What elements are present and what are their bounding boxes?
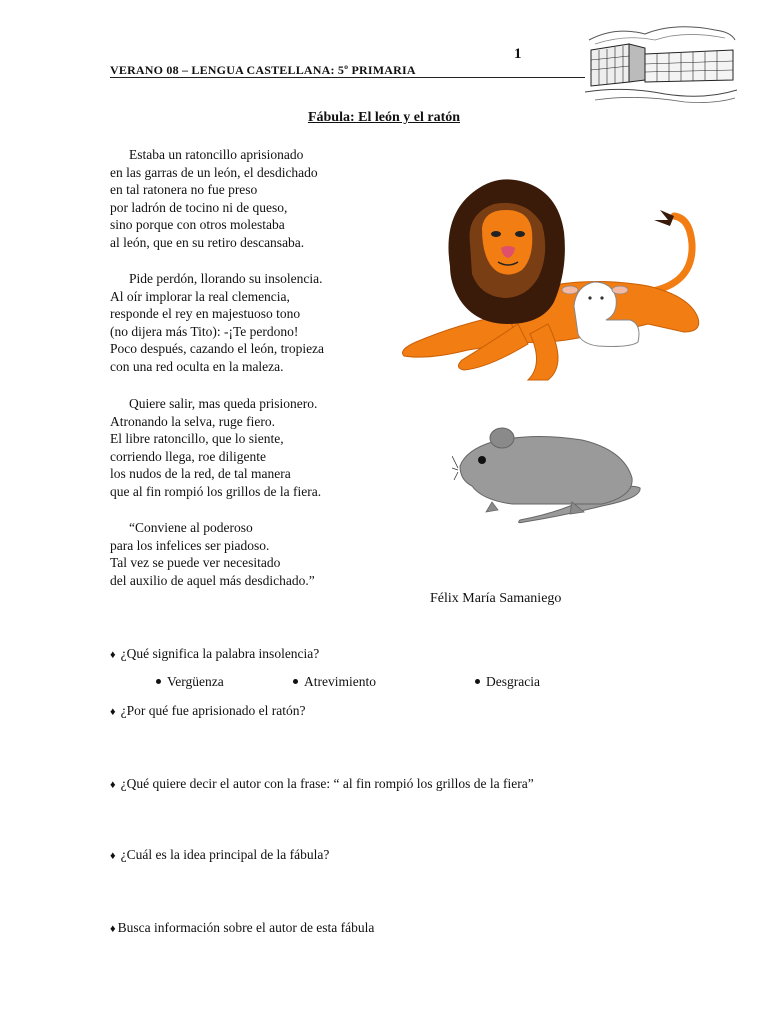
verse-line: Al oír implorar la real clemencia, <box>110 288 290 304</box>
question-2 <box>110 703 305 719</box>
header-title: VERANO 08 – LENGUA CASTELLANA: 5º PRIMARIA <box>110 63 416 77</box>
option-1 <box>156 674 224 690</box>
verse-line: Atronando la selva, ruge fiero. <box>110 413 275 429</box>
verse-line: sino porque con otros molestaba <box>110 217 285 233</box>
diamond-bullet-icon: ♦ <box>110 923 116 935</box>
diamond-bullet-icon: ♦ <box>110 706 116 718</box>
bullet-dot-icon <box>156 679 161 684</box>
diamond-bullet-icon: ♦ <box>110 649 116 661</box>
verse-line: por ladrón de tocino ni de queso, <box>110 199 288 215</box>
verse-line: El libre ratoncillo, que lo siente, <box>110 431 284 447</box>
option-label: Vergüenza <box>167 674 224 689</box>
question-1 <box>110 646 319 662</box>
school-building-illustration <box>585 20 737 106</box>
option-3 <box>475 674 540 690</box>
verse-line: con una red oculta en la maleza. <box>110 358 284 374</box>
stanza-3 <box>110 395 321 501</box>
question-5 <box>110 920 374 936</box>
verse-line: Estaba un ratoncillo aprisionado <box>129 147 304 162</box>
option-label: Atrevimiento <box>304 674 376 689</box>
option-label: Desgracia <box>486 674 540 689</box>
page-number: 1 <box>514 46 522 62</box>
verse-line: que al fin rompió los grillos de la fiera. <box>110 483 322 499</box>
diamond-bullet-icon: ♦ <box>110 779 116 791</box>
verse-line: del auxilio de aquel más desdichado.” <box>110 572 315 588</box>
verse-line: Quiere salir, mas queda prisionero. <box>129 396 318 411</box>
verse-line: Poco después, cazando el león, tropieza <box>110 341 325 357</box>
stanza-1 <box>110 146 318 252</box>
verse-line: en las garras de un león, el desdichado <box>110 164 318 180</box>
header-divider <box>110 77 588 78</box>
author-signature: Félix María Samaniego <box>430 591 562 606</box>
question-text: ¿Qué quiere decir el autor con la frase: “ al fin rompió los grillos de la fiera” <box>120 776 534 791</box>
question-4 <box>110 847 329 863</box>
verse-line: al león, que en su retiro descansaba. <box>110 234 305 250</box>
verse-line: (no dijera más Tito): -¡Te perdono! <box>110 323 299 339</box>
question-text: Busca información sobre el autor de esta fábula <box>117 920 375 935</box>
question-text: ¿Qué significa la palabra insolencia? <box>120 646 320 661</box>
mouse-illustration <box>452 424 644 528</box>
bullet-dot-icon <box>475 679 480 684</box>
stanza-4-moral <box>110 519 315 589</box>
diamond-bullet-icon: ♦ <box>110 850 116 862</box>
verse-line: en tal ratonera no fue preso <box>110 182 258 198</box>
verse-line: para los infelices ser piadoso. <box>110 537 270 553</box>
bullet-dot-icon <box>293 679 298 684</box>
verse-line: los nudos de la red, de tal manera <box>110 466 291 482</box>
question-text: ¿Por qué fue aprisionado el ratón? <box>120 703 306 718</box>
fable-title: Fábula: El león y el ratón <box>307 110 461 125</box>
question-text: ¿Cuál es la idea principal de la fábula? <box>120 847 330 862</box>
stanza-2 <box>110 270 324 376</box>
lion-with-lamb-illustration <box>398 174 710 384</box>
verse-line: responde el rey en majestuoso tono <box>110 306 301 322</box>
verse-line: Tal vez se puede ver necesitado <box>110 555 281 571</box>
option-2 <box>293 674 376 690</box>
verse-line: Pide perdón, llorando su insolencia. <box>129 271 323 286</box>
question-3 <box>110 776 534 792</box>
verse-line: “Conviene al poderoso <box>129 520 253 535</box>
verse-line: corriendo llega, roe diligente <box>110 448 266 464</box>
